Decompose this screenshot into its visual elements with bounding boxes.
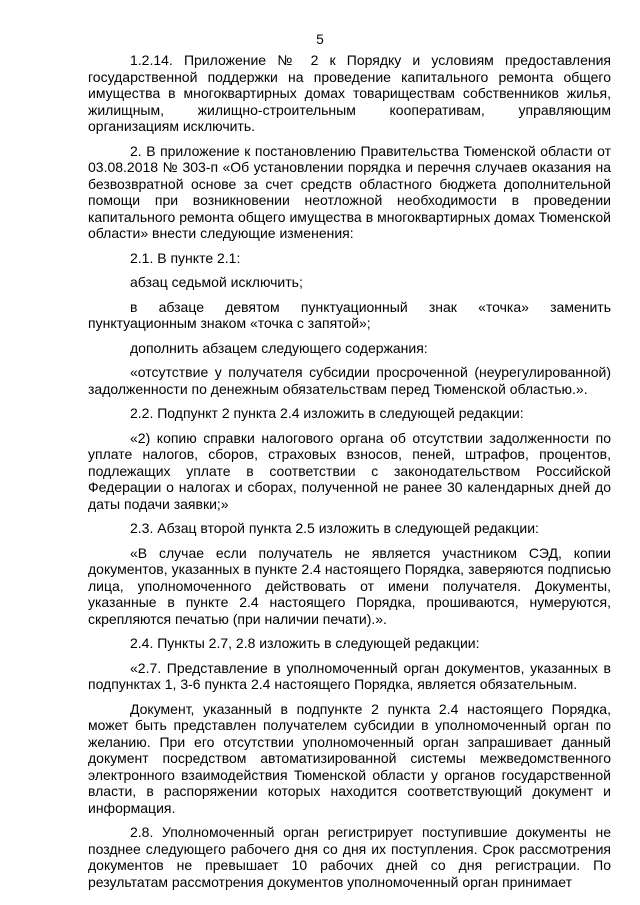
paragraph: 2.8. Уполномоченный орган регистрирует поступившие документы не позднее следующего рабочего дня со дня их поступления. Срок рассмотрения документов не превышает 10 рабочих дней со дня регистрации. По результатам рассмотрения документов уполномоченный орган принимает [88,824,611,890]
paragraph: 1.2.14. Приложение № 2 к Порядку и условиям предоставления государственной поддержки на проведение капитального ремонта общего имущества в многоквартирных домах товариществам собственников жилья, жилищным, жилищно-строительным кооперативам, управляющим организациям исключить. [88,52,611,134]
paragraph: «отсутствие у получателя субсидии просроченной (неурегулированной) задолженности по денежным обязательствам перед Тюменской областью.». [88,364,611,397]
page-number: 5 [316,32,324,47]
document-body [88,52,611,898]
paragraph: «В случае если получатель не является участником СЭД, копии документов, указанных в пункте 2.4 настоящего Порядка, заверяются подписью лица, уполномоченного действовать от имени получателя. Документы, указанные в пункте 2.4 настоящего Порядка, прошиваются, нумеруются, скрепляются печатью (при наличии печати).». [88,544,611,627]
paragraph: Документ, указанный в подпункте 2 пункта 2.4 настоящего Порядка, может быть представлен получателем субсидии в уполномоченный орган по желанию. При его отсутствии уполномоченный орган запрашивает данный документ посредством автоматизированной системы межведомственного электронного взаимодействия Тюменской области у органов государственной власти, в распоряжении которых находится соответствующий документ и информация. [88,700,611,816]
paragraph: 2. В приложение к постановлению Правительства Тюменской области от 03.08.2018 № 303-п «Об установлении порядка и перечня случаев оказания на безвозвратной основе за счет средств областного бюджета дополнительной помощи при возникновении неотложной необходимости в проведении капитального ремонта общего имущества в многоквартирных домах Тюменской области» внести следующие изменения: [88,142,611,241]
paragraph: 2.2. Подпункт 2 пункта 2.4 изложить в следующей редакции: [130,405,524,421]
paragraph: «2) копию справки налогового органа об отсутствии задолженности по уплате налогов, сборов, страховых взносов, пеней, штрафов, процентов, подлежащих уплате в соответствии с законодательством Российской Федерации о налогах и сборах, полученной не ранее 30 календарных дней до даты подачи заявки;» [88,429,611,512]
paragraph: абзац седьмой исключить; [130,274,303,290]
paragraph: 2.1. В пункте 2.1: [130,249,241,266]
paragraph: 2.4. Пункты 2.7, 2.8 изложить в следующей редакции: [130,635,480,651]
paragraph: «2.7. Представление в уполномоченный орган документов, указанных в подпунктах 1, 3-6 пункта 2.4 настоящего Порядка, является обязательным. [88,659,611,692]
paragraph: 2.3. Абзац второй пункта 2.5 изложить в следующей редакции: [130,520,539,536]
paragraph: дополнить абзацем следующего содержания: [130,339,428,356]
paragraph: в абзаце девятом пунктуационный знак «точка» заменить пунктуационным знаком «точка с запятой»; [88,298,611,331]
